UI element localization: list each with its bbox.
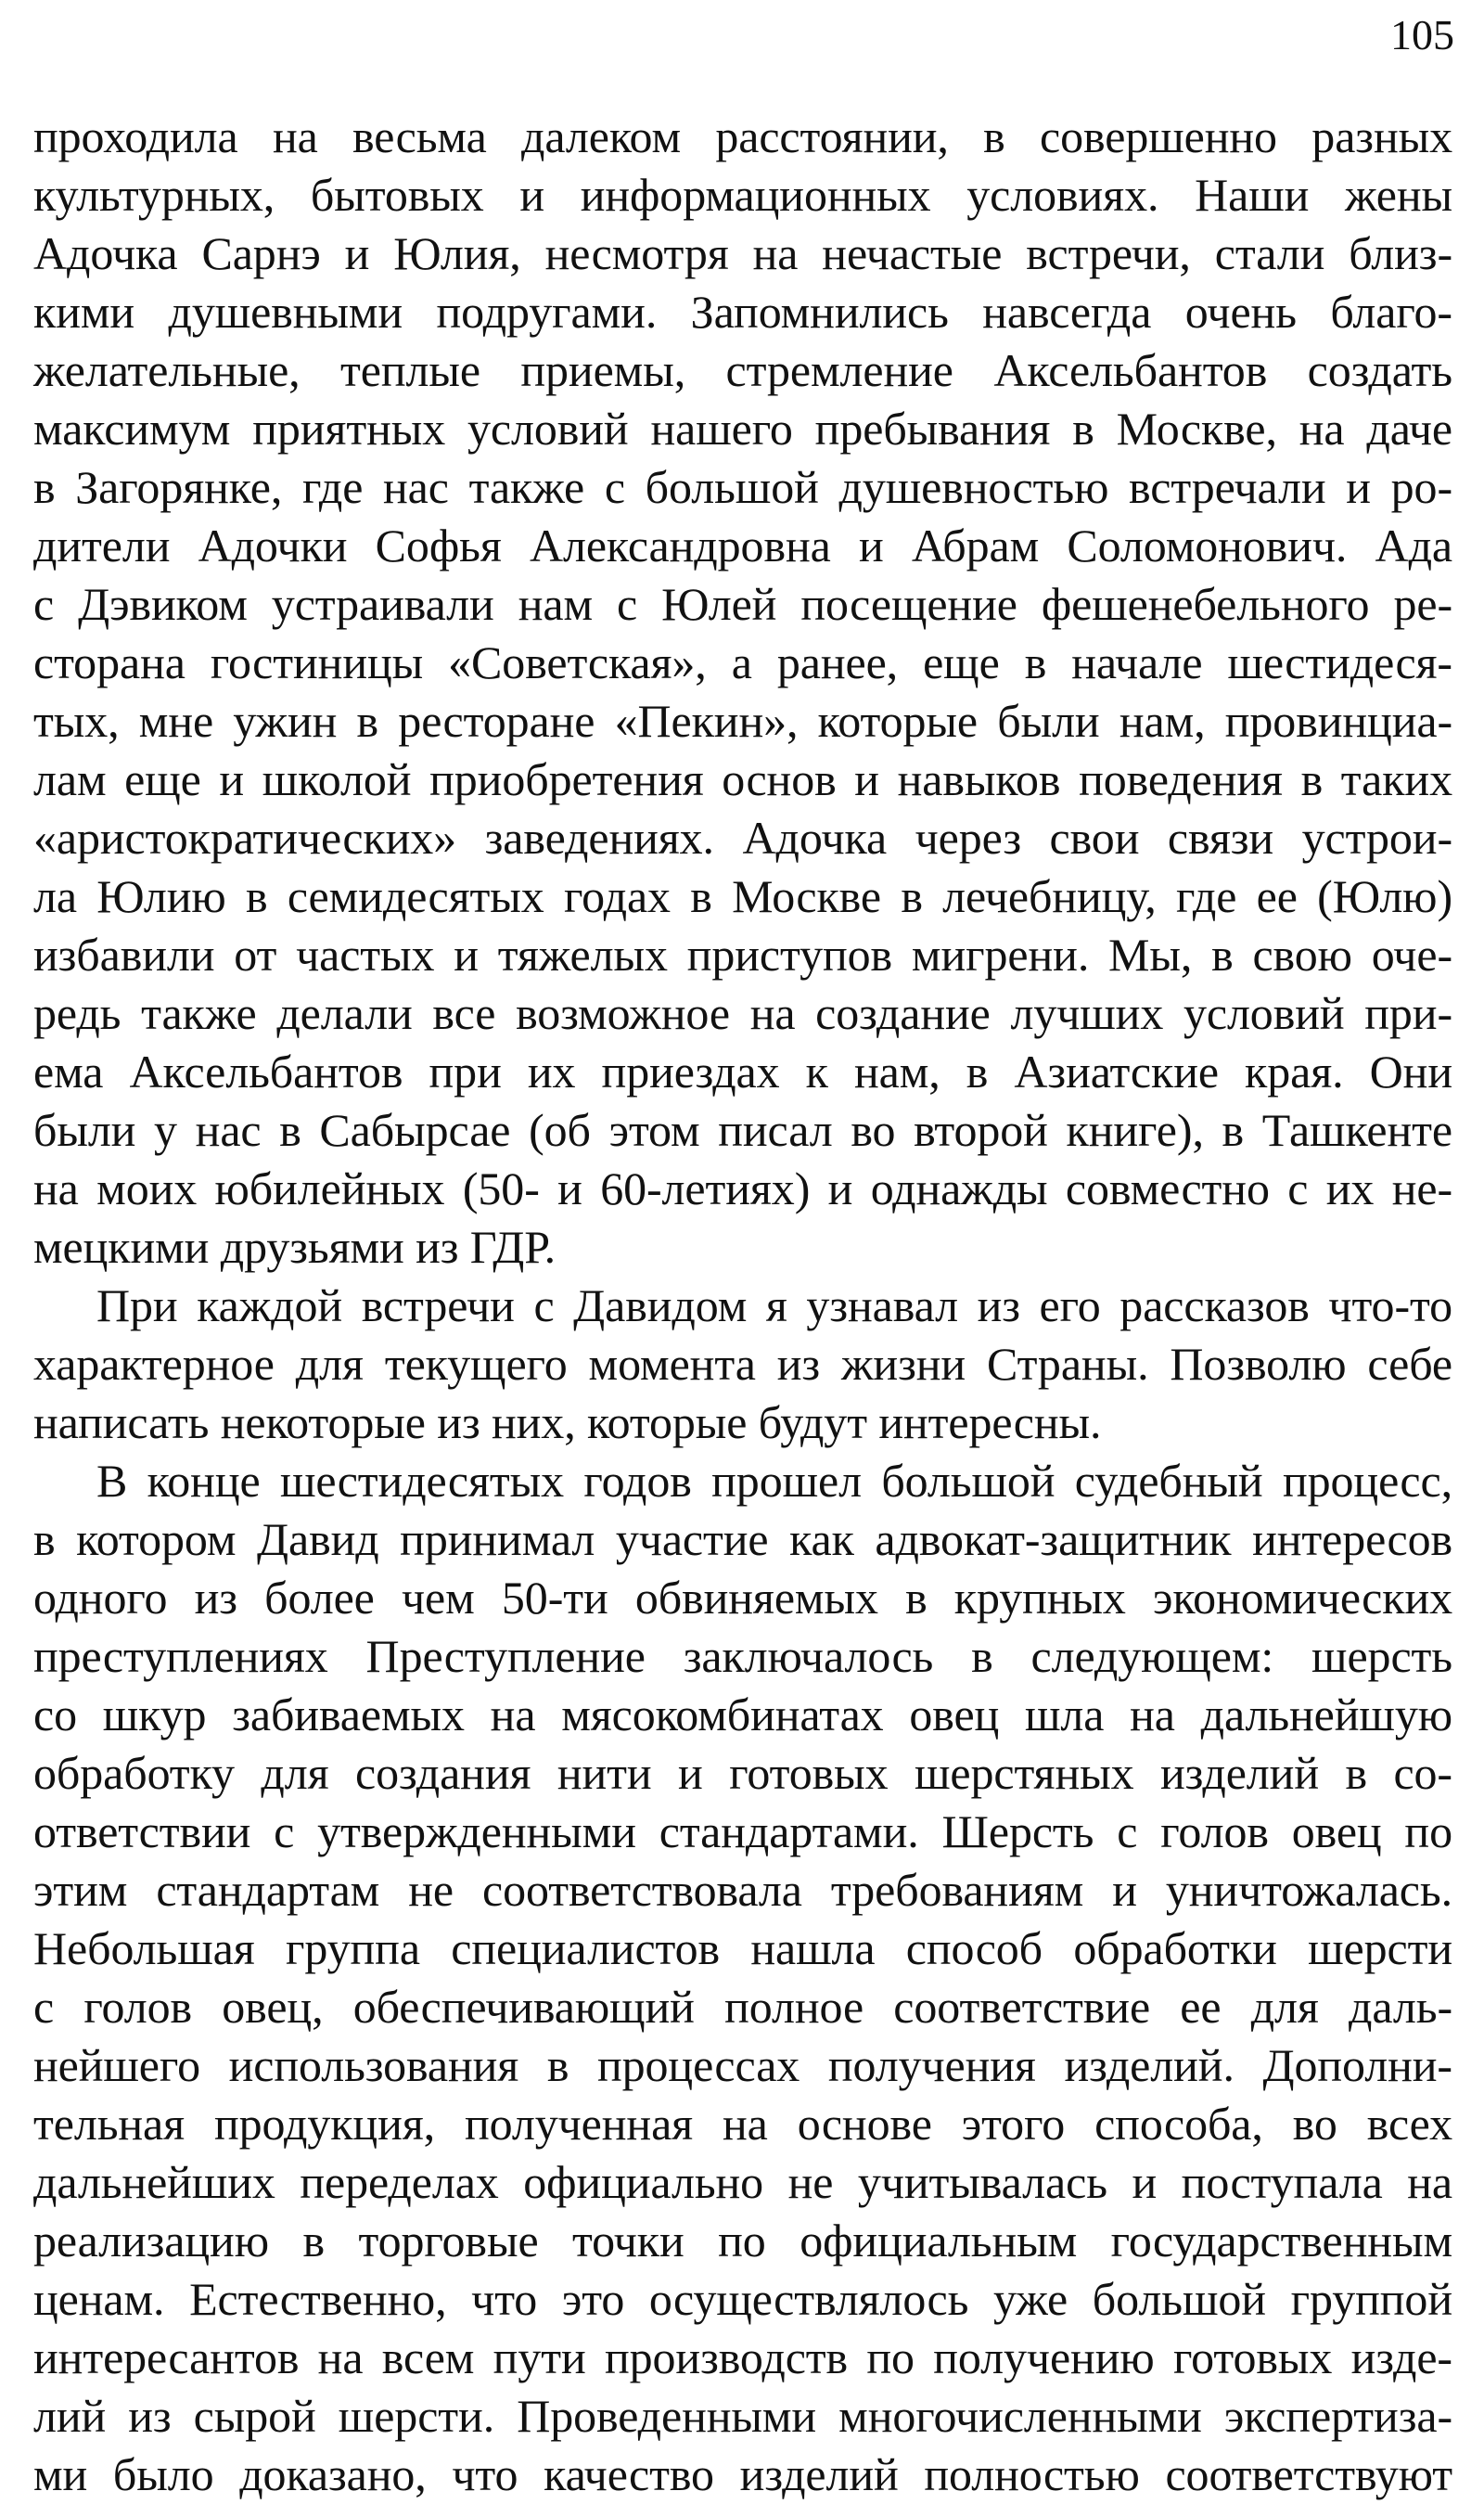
- text-line: в котором Давид принимал участие как адвокат-защитник интересов: [33, 1513, 1452, 1565]
- body-text: [33, 108, 1452, 2504]
- text-line: «аристократических» заведениях. Адочка через свои связи устрои-: [33, 812, 1452, 864]
- text-line: В конце шестидесятых годов прошел большой судебный процесс,: [96, 1455, 1452, 1507]
- text-line: ми было доказано, что качество изделий полностью соответствуют: [33, 2448, 1452, 2500]
- text-line: избавили от частых и тяжелых приступов мигрени. Мы, в свою оче-: [33, 929, 1452, 981]
- text-line: лий из сырой шерсти. Проведенными многочисленными экспертиза-: [33, 2390, 1452, 2442]
- text-line: лам еще и школой приобретения основ и навыков поведения в таких: [33, 753, 1452, 805]
- text-line: этим стандартам не соответствовала требованиям и уничтожалась.: [33, 1864, 1452, 1916]
- text-line: реализацию в торговые точки по официальным государственным: [33, 2215, 1452, 2266]
- paragraph-1: [33, 108, 1452, 1277]
- text-line: написать некоторые из них, которые будут интересны.: [33, 1396, 1102, 1448]
- page-number: 105: [1390, 11, 1454, 58]
- text-line: максимум приятных условий нашего пребывания в Москве, на даче: [33, 403, 1452, 455]
- text-line: кими душевными подругами. Запомнились навсегда очень благо-: [33, 286, 1452, 338]
- text-line: ценам. Естественно, что это осуществлялось уже большой группой: [33, 2273, 1452, 2325]
- text-line: проходила на весьма далеком расстоянии, в совершенно разных: [33, 110, 1452, 162]
- text-line: мецкими друзьями из ГДР.: [33, 1221, 556, 1273]
- text-line: дители Адочки Софья Александровна и Абрам Соломонович. Ада: [33, 520, 1452, 571]
- paragraph-2: [33, 1277, 1452, 1452]
- text-line: культурных, бытовых и информационных условиях. Наши жены: [33, 169, 1452, 221]
- paragraph-3: [33, 1452, 1452, 2504]
- text-line: Адочка Сарнэ и Юлия, несмотря на нечастые встречи, стали близ-: [33, 227, 1452, 279]
- text-line: с голов овец, обеспечивающий полное соответствие ее для даль-: [33, 1981, 1452, 2033]
- text-line: были у нас в Сабырсае (об этом писал во второй книге), в Ташкенте: [33, 1104, 1452, 1156]
- text-line: обработку для создания нити и готовых шерстяных изделий в со-: [33, 1747, 1452, 1799]
- text-line: При каждой встречи с Давидом я узнавал из его рассказов что-то: [96, 1279, 1452, 1331]
- text-line: с Дэвиком устраивали нам с Юлей посещение фешенебельного ре-: [33, 578, 1452, 630]
- text-line: характерное для текущего момента из жизни Страны. Позволю себе: [33, 1338, 1452, 1390]
- text-line: тых, мне ужин в ресторане «Пекин», которые были нам, провинциа-: [33, 695, 1452, 747]
- text-line: со шкур забиваемых на мясокомбинатах овец шла на дальнейшую: [33, 1689, 1452, 1740]
- text-line: в Загорянке, где нас также с большой душевностью встречали и ро-: [33, 461, 1452, 513]
- text-line: сторана гостиницы «Советская», а ранее, еще в начале шестидеся-: [33, 636, 1452, 688]
- text-line: одного из более чем 50-ти обвиняемых в крупных экономических: [33, 1572, 1452, 1624]
- text-line: нейшего использования в процессах получения изделий. Дополни-: [33, 2039, 1452, 2091]
- text-line: ответствии с утвержденными стандартами. Шерсть с голов овец по: [33, 1805, 1452, 1857]
- text-line: преступлениях Преступление заключалось в следующем: шерсть: [33, 1630, 1452, 1682]
- text-line: Небольшая группа специалистов нашла способ обработки шерсти: [33, 1922, 1452, 1974]
- text-line: желательные, теплые приемы, стремление Аксельбантов создать: [33, 344, 1452, 396]
- text-line: интересантов на всем пути производств по получению готовых изде-: [33, 2331, 1452, 2383]
- text-line: тельная продукция, полученная на основе этого способа, во всех: [33, 2098, 1452, 2150]
- text-line: редь также делали все возможное на создание лучших условий при-: [33, 987, 1452, 1039]
- text-line: ема Аксельбантов при их приездах к нам, в Азиатские края. Они: [33, 1046, 1452, 1098]
- text-line: дальнейших переделах официально не учитывалась и поступала на: [33, 2156, 1452, 2208]
- text-line: на моих юбилейных (50- и 60-летиях) и однажды совместно с их не-: [33, 1162, 1452, 1214]
- text-line: ла Юлию в семидесятых годах в Москве в лечебницу, где ее (Юлю): [33, 870, 1452, 922]
